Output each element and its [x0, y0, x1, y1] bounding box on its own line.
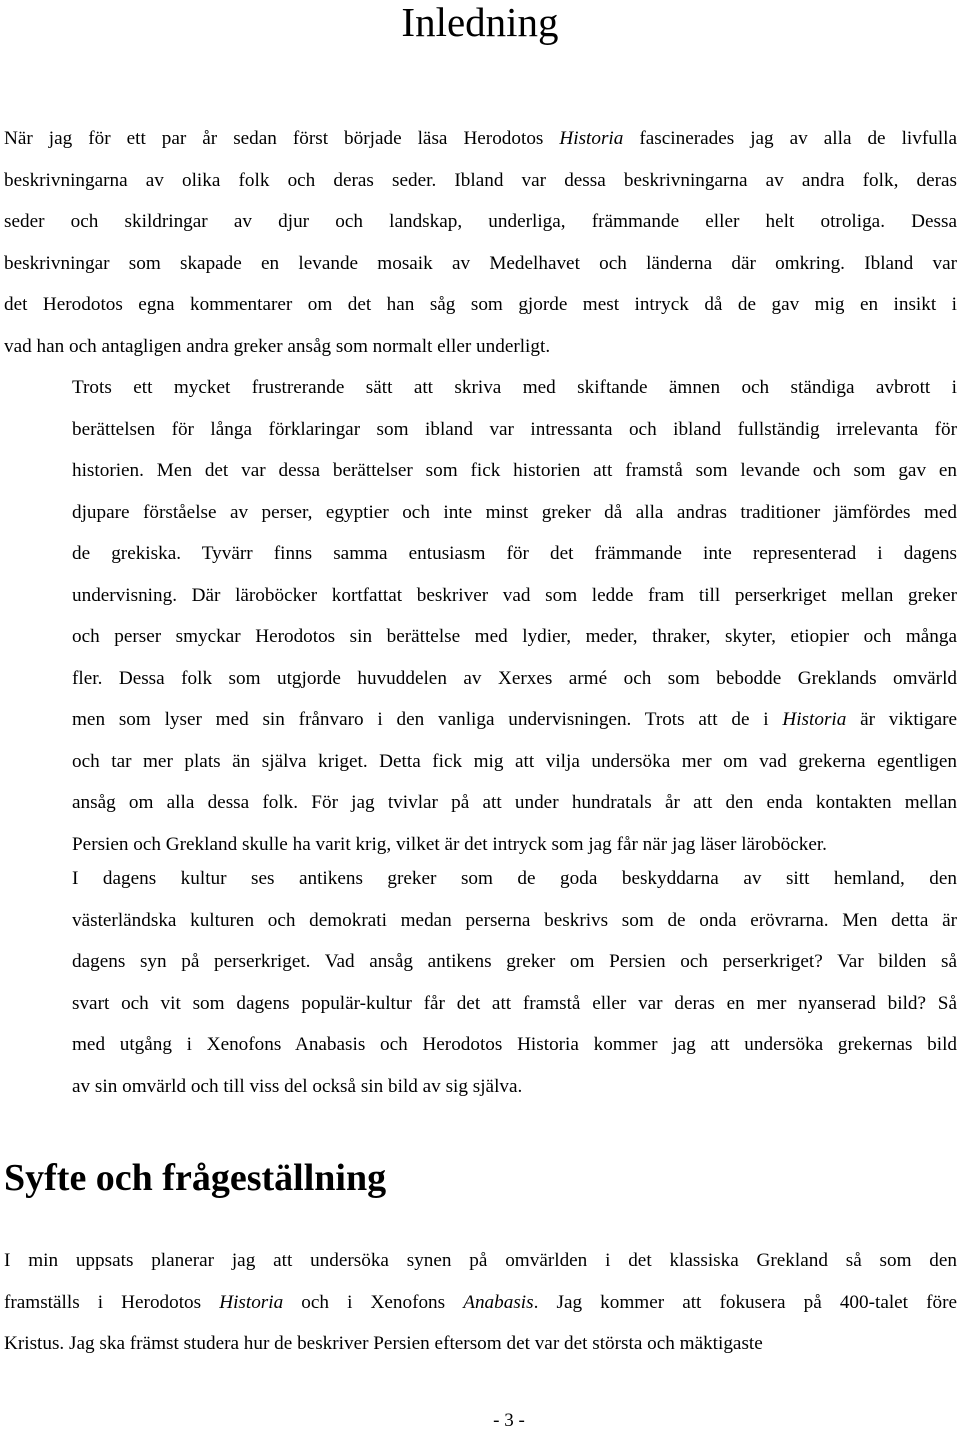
page-title: Inledning — [401, 0, 559, 45]
text-line: av sin omvärld och till viss del också sin bild av sig själva. — [72, 1075, 523, 1097]
text-line: berättelsen för långa förklaringar som ibland var intressanta och ibland fullständig irrelevanta för — [72, 418, 957, 440]
text-line: men som lyser med sin frånvaro i den vanliga undervisningen. Trots att de i Historia är viktigare — [72, 709, 958, 730]
purpose-paragraph — [4, 1240, 957, 1365]
italic-title: Historia — [782, 709, 847, 730]
text-line: västerländska kulturen och demokrati medan perserna beskrivs som de onda erövrarna. Men detta är — [72, 909, 957, 931]
text-line: djupare förståelse av perser, egyptier och inte minst greker då alla andras traditioner jämfördes med — [72, 501, 957, 523]
text-line: framställs i Herodotos Historia och i Xenofons Anabasis. Jag kommer att fokusera på 400-talet före — [4, 1291, 957, 1313]
text-line: med utgång i Xenofons Anabasis och Herodotos Historia kommer jag att undersöka grekernas bild — [72, 1034, 957, 1055]
intro-paragraph-3 — [4, 858, 957, 1107]
italic-title: Historia — [559, 128, 624, 149]
text-line: När jag för ett par år sedan först började läsa Herodotos Historia fascinerades jag av alla de livfulla — [4, 128, 957, 149]
text-line: och tar mer plats än själva kriget. Detta fick mig att vilja undersöka mer om vad grekerna egentligen — [72, 750, 957, 772]
text-line: de grekiska. Tyvärr finns samma entusiasm för det främmande inte representerad i dagens — [72, 543, 957, 564]
text-line: ansåg om alla dessa folk. För jag tvivlar på att under hundratals år att den enda kontakten mellan — [72, 792, 957, 813]
section-heading: Syfte och frågeställning — [4, 1157, 387, 1199]
italic-title: Historia — [219, 1291, 284, 1313]
text-line: vad han och antagligen andra greker ansåg som normalt eller underligt. — [4, 335, 551, 357]
text-line: I dagens kultur ses antikens greker som de goda beskyddarna av sitt hemland, den — [72, 868, 957, 889]
text-line: det Herodotos egna kommentarer om det han såg som gjorde mest intryck då de gav mig en insikt i — [4, 294, 957, 315]
text-line: historien. Men det var dessa berättelser som fick historien att framstå som levande och som gav en — [72, 460, 957, 481]
text-line: dagens syn på perserkriget. Vad ansåg antikens greker om Persien och perserkriget? Var bilden så — [72, 951, 957, 972]
text-line: och perser smyckar Herodotos sin berättelse med lydier, meder, thraker, skyter, etiopier och många — [72, 626, 957, 647]
text-line: fler. Dessa folk som utgjorde huvuddelen av Xerxes armé och som bebodde Greklands omvärld — [72, 667, 957, 689]
text-line: Trots ett mycket frustrerande sätt att skriva med skiftande ämnen och ständiga avbrott i — [72, 377, 957, 398]
text-line: Kristus. Jag ska främst studera hur de beskriver Persien eftersom det var det största och mäktigaste — [4, 1333, 763, 1354]
text-line: svart och vit som dagens populär-kultur får det att framstå eller var deras en mer nyanserad bild? Så — [72, 992, 957, 1014]
text-line: beskrivningarna av olika folk och deras seder. Ibland var dessa beskrivningarna av andra folk, deras — [4, 169, 957, 191]
text-line: beskrivningar som skapade en levande mosaik av Medelhavet och länderna där omkring. Ibland var — [4, 252, 957, 274]
text-line: Persien och Grekland skulle ha varit krig, vilket är det intryck som jag får när jag läser läroböcker. — [72, 833, 827, 855]
page-number: - 3 - — [493, 1410, 525, 1431]
intro-paragraph-2 — [4, 367, 957, 865]
text-line: undervisning. Där läroböcker kortfattat beskriver vad som ledde fram till perserkriget mellan greker — [72, 584, 957, 606]
intro-paragraph-1 — [4, 118, 957, 367]
italic-title: Anabasis — [463, 1291, 534, 1313]
text-line: seder och skildringar av djur och landskap, underliga, främmande eller helt otroliga. Dessa — [4, 211, 957, 232]
text-line: I min uppsats planerar jag att undersöka synen på omvärlden i det klassiska Grekland så som den — [4, 1250, 957, 1271]
